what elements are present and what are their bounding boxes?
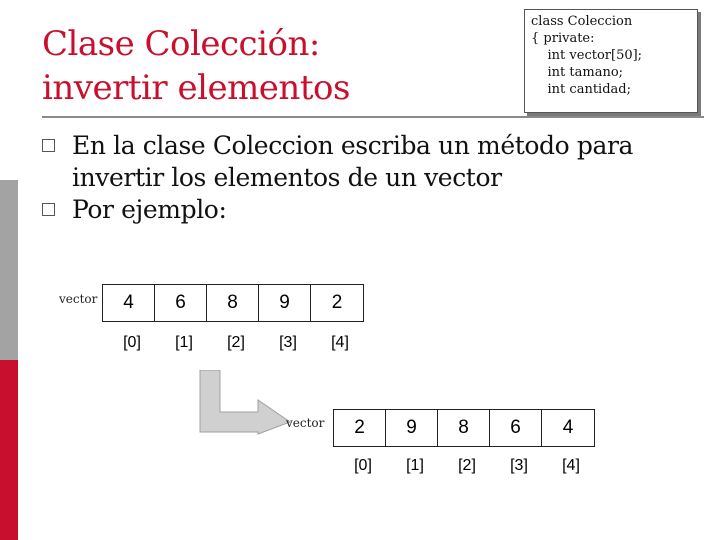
vector-before-index: [1] bbox=[175, 334, 193, 351]
vector-after-cell: 4 bbox=[562, 417, 574, 438]
square-bullet-icon bbox=[42, 139, 55, 152]
slide-title-line-2: invertir elementos bbox=[42, 68, 350, 108]
bullet-item bbox=[42, 194, 682, 226]
vector-after-index: [0] bbox=[354, 457, 372, 474]
vector-after-cell: 8 bbox=[438, 410, 490, 446]
code-line: class Coleccion bbox=[531, 14, 633, 29]
vector-before-index: [2] bbox=[227, 334, 245, 351]
vector-after-index: [1] bbox=[406, 457, 424, 474]
vector-after bbox=[333, 409, 595, 447]
slide-title-line-1: Clase Colección: bbox=[42, 24, 320, 64]
bullet-text: Por ejemplo: bbox=[72, 195, 227, 224]
l-arrow-icon bbox=[196, 370, 296, 440]
vector-after-cell: 6 bbox=[490, 410, 542, 446]
vector-before-index: [0] bbox=[123, 334, 141, 351]
vector-before bbox=[102, 284, 364, 322]
vector-before-index: [4] bbox=[331, 334, 349, 351]
bullet-text: En la clase Coleccion escriba un método para invertir los elementos de un vector bbox=[72, 131, 634, 192]
slide-title bbox=[42, 22, 350, 110]
square-bullet-icon bbox=[42, 203, 55, 216]
left-bar-red bbox=[0, 360, 18, 540]
code-box bbox=[524, 9, 698, 113]
vector-after-label: vector bbox=[286, 416, 325, 430]
vector-before-label: vector bbox=[59, 292, 98, 306]
vector-before-cell: 9 bbox=[259, 285, 311, 321]
title-divider bbox=[42, 116, 704, 118]
bullet-list bbox=[42, 130, 682, 226]
vector-before-cell: 4 bbox=[103, 285, 155, 321]
code-line: int tamano; bbox=[531, 65, 624, 80]
code-line: int vector[50]; bbox=[531, 48, 643, 63]
code-line: { private: bbox=[531, 31, 595, 46]
left-bar-white bbox=[0, 0, 18, 180]
vector-after-cell: 9 bbox=[386, 410, 438, 446]
vector-after-index: [2] bbox=[458, 457, 476, 474]
vector-before-cell: 2 bbox=[331, 292, 343, 313]
vector-before-indices bbox=[106, 334, 366, 352]
vector-after-index: [3] bbox=[510, 457, 528, 474]
vector-before-cell: 8 bbox=[207, 285, 259, 321]
vector-after-index: [4] bbox=[562, 457, 580, 474]
vector-before-index: [3] bbox=[279, 334, 297, 351]
bullet-item bbox=[42, 130, 682, 194]
vector-after-indices bbox=[337, 457, 597, 475]
left-bar-gray bbox=[0, 180, 18, 360]
vector-before-cell: 6 bbox=[155, 285, 207, 321]
vector-after-cell: 2 bbox=[334, 410, 386, 446]
code-line: int cantidad; bbox=[531, 82, 631, 97]
